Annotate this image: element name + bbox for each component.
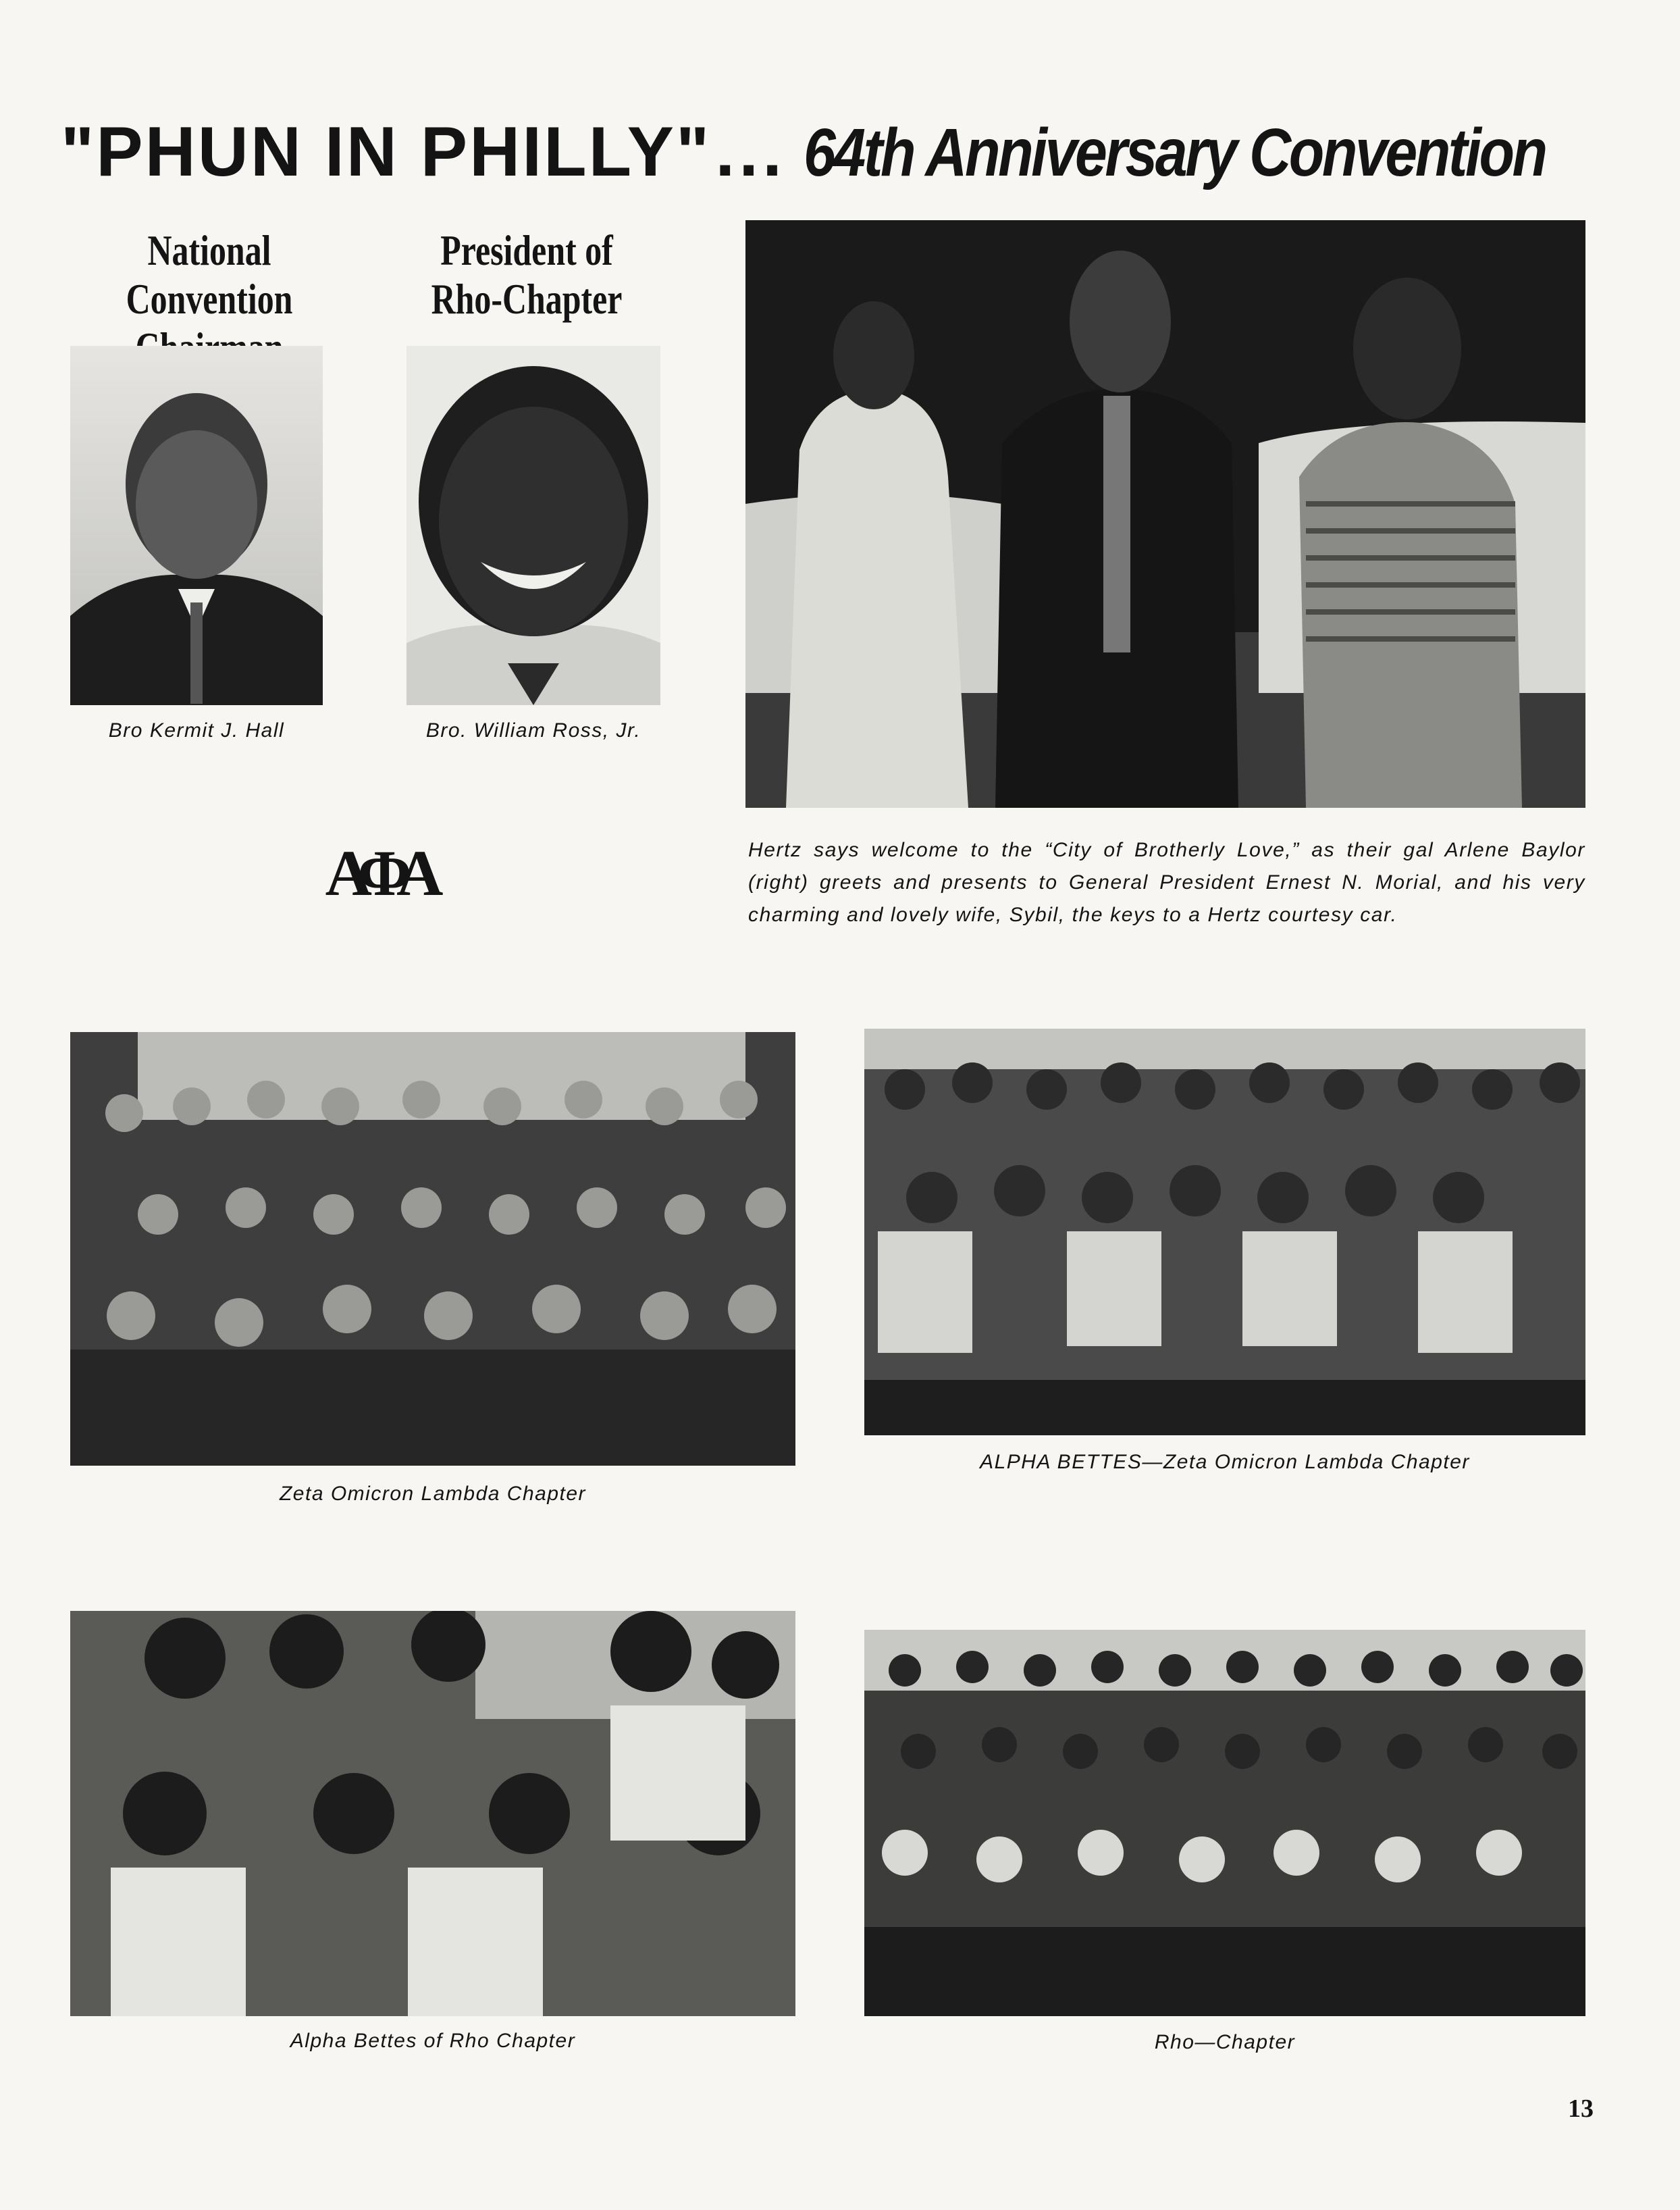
page-headline — [61, 101, 1627, 203]
page-number: 13 — [1568, 2095, 1594, 2123]
officer-1-portrait — [70, 346, 323, 705]
officer-2-portrait — [406, 346, 660, 705]
headline-part1: "PHUN IN PHILLY" — [61, 113, 712, 191]
group-photo-1-caption: Zeta Omicron Lambda Chapter — [279, 1483, 587, 1505]
group-photo-3-caption: Alpha Bettes of Rho Chapter — [290, 2030, 576, 2052]
fraternity-emblem: ΑΦΑ — [325, 837, 434, 909]
group-photo-2-caption: ALPHA BETTES—Zeta Omicron Lambda Chapter — [980, 1451, 1470, 1473]
officer-2-title-line1: President of — [440, 226, 613, 274]
officer-1-title-line1: National — [147, 226, 271, 274]
group-photo-zeta-omicron-lambda — [70, 1032, 795, 1466]
featured-photo — [745, 220, 1585, 808]
featured-photo-caption: Hertz says welcome to the “City of Brotherly Love,” as their gal Arlene Baylor (right) greets and presents to General President Ernest N. Morial, and his very charming and lovely wife, Sybil, the keys to a Hertz courtesy car. — [748, 839, 1585, 926]
headline-part2: 64th Anniversary Convention — [804, 115, 1546, 190]
officer-2-caption: Bro. William Ross, Jr. — [425, 719, 641, 742]
headline-dots: ... — [715, 113, 787, 191]
officer-2-title-line2: Rho-Chapter — [431, 275, 623, 323]
group-photo-alpha-bettes-zeta — [864, 1029, 1585, 1435]
officer-1-caption: Bro Kermit J. Hall — [108, 719, 285, 742]
officer-1-title-line2: Convention — [126, 275, 293, 323]
group-photo-4-caption: Rho—Chapter — [1154, 2031, 1296, 2053]
officer-2-title — [421, 226, 632, 324]
group-photo-alpha-bettes-rho — [70, 1611, 795, 2016]
group-photo-rho-chapter — [864, 1630, 1585, 2016]
